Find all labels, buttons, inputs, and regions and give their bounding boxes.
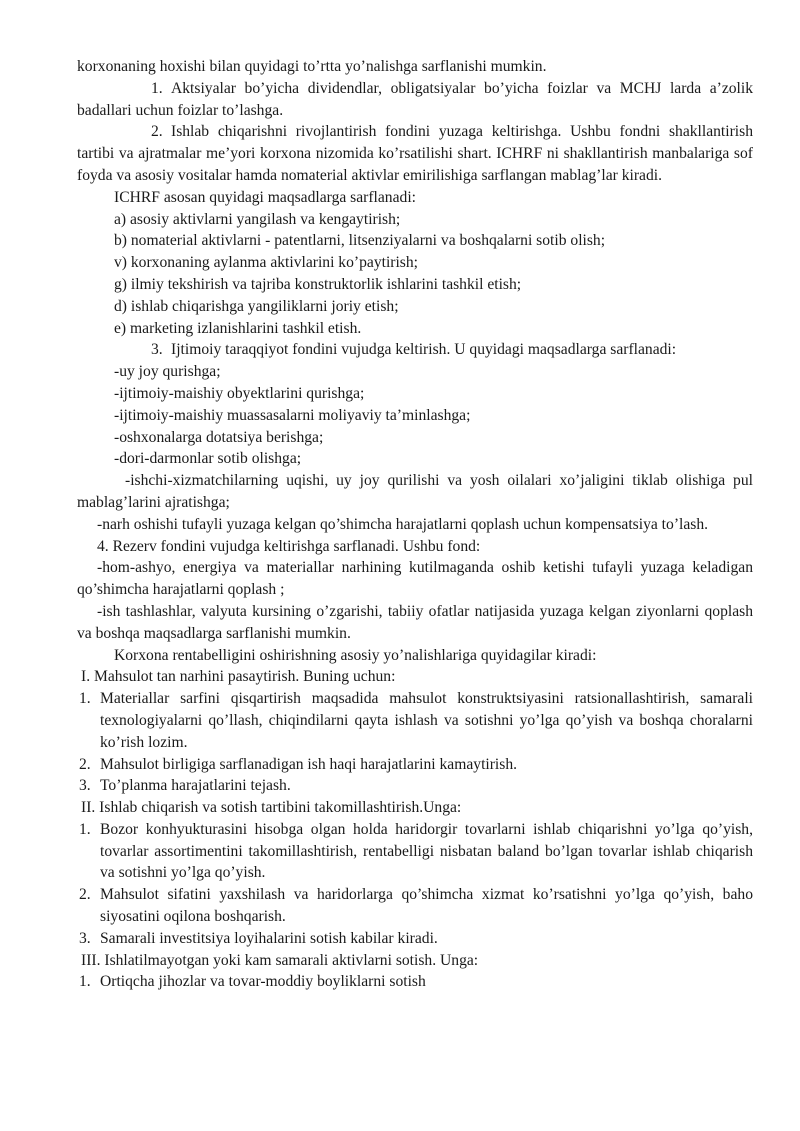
social-list-item: -narh oshishi tufayli yuzaga kelgan qo’shimcha harajatlarni qoplash uchun kompensatsiya to’lash. [97, 515, 709, 533]
rentability-intro: Korxona rentabelligini oshirishning asosiy yo’nalishlariga quyidagilar kiradi: [114, 646, 597, 664]
social-list-item: -oshxonalarga dotatsiya berishga; [114, 428, 324, 446]
list-text: Ortiqcha jihozlar va tovar-moddiy boyliklarni sotish [100, 973, 426, 991]
list-text: Bozor konhyukturasini hisobga olgan holda haridorgir tovarlarni ishlab chiqarishni yo’lga qo’yish, tovarlar assortimentini takomillashtirish, rentabelligi nisbatan baland bo’lgan tovarlar ishlab chiqarish va sotishni yo’lga qo’yish. [100, 820, 753, 882]
section-heading-2: II. Ishlab chiqarish va sotish tartibini takomillashtirish.Unga: [81, 799, 462, 817]
list-item [77, 971, 753, 993]
ichrf-list-item: a) asosiy aktivlarni yangilash va kengaytirish; [114, 210, 401, 228]
list-number: 1. [79, 820, 91, 838]
item-text: Ijtimoiy taraqqiyot fondini vujudga keltirish. U quyidagi maqsadlarga sarflanadi: [171, 341, 677, 359]
paragraph-item-4: 4. Rezerv fondini vujudga keltirishga sarflanadi. Ushbu fond: [97, 537, 481, 555]
social-list-item: -ishchi-xizmatchilarning uqishi, uy joy qurilishi va yosh oilalari xo’jaligini tiklab olishiga pul mablag’larini ajratishga; [77, 472, 753, 511]
reserve-list-item: -hom-ashyo, energiya va materiallar narhining kutilmaganda oshib ketishi tufayli yuzaga keladigan qo’shimcha harajatlarni qoplash ; [77, 559, 753, 599]
ichrf-list-item: e) marketing izlanishlarini tashkil etish. [114, 319, 362, 337]
paragraph-item-2 [77, 121, 753, 186]
list-text: To’planma harajatlarini tejash. [100, 777, 291, 795]
list-number: 1. [79, 973, 91, 991]
ichrf-intro: ICHRF asosan quyidagi maqsadlarga sarflanadi: [114, 188, 416, 206]
list-text: Mahsulot birligiga sarflanadigan ish haqi harajatlarini kamaytirish. [100, 755, 518, 773]
paragraph-item-3 [77, 339, 753, 361]
list-number: 3. [79, 777, 91, 795]
social-list-item: -ijtimoiy-maishiy obyektlarini qurishga; [114, 384, 365, 402]
list-number: 3. [79, 929, 91, 947]
list-number: 2. [79, 886, 91, 904]
item-number: 3. [151, 341, 163, 359]
social-list-item: -uy joy qurishga; [114, 363, 221, 381]
ichrf-list-item: g) ilmiy tekshirish va tajriba konstruktorlik ishlarini tashkil etish; [114, 275, 522, 293]
ichrf-list-item: d) ishlab chiqarishga yangiliklarni joriy etish; [114, 297, 399, 315]
list-item [77, 884, 753, 928]
paragraph-intro: korxonaning hoxishi bilan quyidagi to’rtta yo’nalishga sarflanishi mumkin. [77, 58, 547, 75]
reserve-list-item: -ish tashlashlar, valyuta kursining o’zgarishi, tabiiy ofatlar natijasida yuzaga kelgan ziyonlarni qoplash va boshqa maqsadlarga sarflanishi mumkin. [77, 602, 753, 642]
document-page [77, 56, 753, 993]
social-list-item: -ijtimoiy-maishiy muassasalarni moliyaviy ta’minlashga; [114, 406, 471, 424]
list-item [77, 775, 753, 797]
item-number: 1. [151, 79, 163, 97]
social-list-item: -dori-darmonlar sotib olishga; [114, 450, 302, 468]
paragraph-item-1 [77, 78, 753, 122]
section-heading-1: I. Mahsulot tan narhini pasaytirish. Buning uchun: [81, 668, 396, 686]
list-text: Mahsulot sifatini yaxshilash va haridorlarga qo’shimcha xizmat ko’rsatishni yo’lga qo’yish, baho siyosatini oqilona boshqarish. [100, 886, 753, 926]
list-item [77, 819, 753, 884]
ichrf-list-item: b) nomaterial aktivlarni - patentlarni, litsenziyalarni va boshqalarni sotib olish; [114, 232, 606, 250]
list-number: 2. [79, 755, 91, 773]
section-heading-3: III. Ishlatilmayotgan yoki kam samarali aktivlarni sotish. Unga: [81, 951, 479, 969]
list-text: Samarali investitsiya loyihalarini sotish kabilar kiradi. [100, 929, 438, 947]
list-number: 1. [79, 690, 91, 708]
list-item [77, 928, 753, 950]
item-text: Ishlab chiqarishni rivojlantirish fondini yuzaga keltirishga. Ushbu fondni shakllantirish tartibi va ajratmalar me’yori korxona nizomida ko’rsatilishi shart. ICHRF ni shakllantirish manbalariga sof foyda va asosiy vositalar hamda nomaterial aktivlar emirilishiga sarflangan mablag’lar kiradi. [77, 123, 753, 184]
item-text: Aktsiyalar bo’yicha dividendlar, obligatsiyalar bo’yicha foizlar va MCHJ larda a’zolik badallari uchun foizlar to’lashga. [77, 79, 753, 119]
list-text: Materiallar sarfini qisqartirish maqsadida mahsulot konstruktsiyasini ratsionallashtirish, samarali texnologiyalarni qo’llash, chiqindilarni qayta ishlash va sotishni yo’lga qo’yish va boshqa choralarni ko’rish lozim. [100, 690, 753, 751]
item-number: 2. [151, 123, 163, 141]
list-item [77, 754, 753, 776]
list-item [77, 688, 753, 753]
ichrf-list-item: v) korxonaning aylanma aktivlarini ko’paytirish; [114, 254, 419, 272]
